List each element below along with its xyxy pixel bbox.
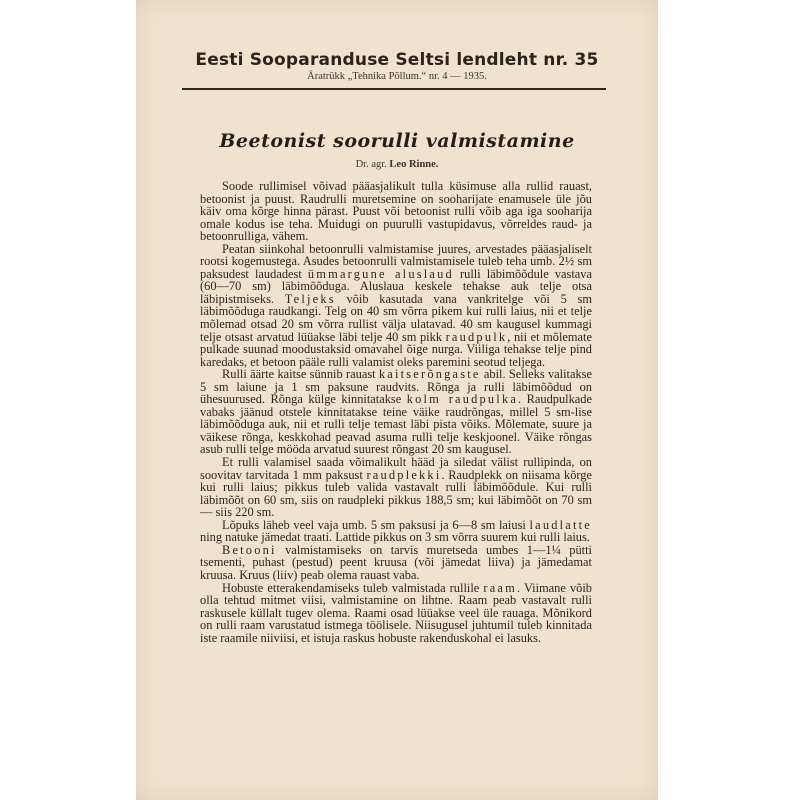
article-paragraph <box>200 243 592 368</box>
document-page <box>136 0 658 800</box>
paragraph-text: Lõpuks läheb veel vaja umb. 5 sm paksusi ja 6—8 sm laiusi <box>222 517 530 532</box>
spaced-emphasis-text: Teljeks <box>284 291 336 306</box>
paragraph-text: Rulli äärte kaitse sünnib rauast <box>222 367 379 382</box>
leaflet-title: Eesti Sooparanduse Seltsi lendleht nr. 35 <box>195 50 599 70</box>
author-prefix: Dr. agr. <box>355 159 387 170</box>
article-paragraph <box>200 519 592 544</box>
paragraph-text: Hobuste etterakendamiseks tuleb valmistada rullile <box>222 580 484 595</box>
header-divider <box>182 88 606 90</box>
spaced-emphasis-text: ümmargune aluslaud <box>307 266 454 281</box>
paragraph-text: , nii et mõlemate pulkade suunad moodustaksid omavahel õige nurga. Viiliga tehakse telje pind karedaks, et betoon pääle rulli valamist oleks paremini seotud teljega. <box>200 329 592 369</box>
article-paragraph <box>200 368 592 456</box>
article-paragraph <box>200 582 592 645</box>
article-paragraph <box>200 544 592 582</box>
spaced-emphasis-text: kaitserõngaste <box>378 367 481 382</box>
paragraph-text: rulli läbimõõdule vastava (60—70 sm) läbimõõduga. Aluslaua keskele tehakse auk telje otsa läbipistmiseks. <box>200 266 592 306</box>
author-name: Leo Rinne. <box>389 159 439 170</box>
paragraph-text: abil. Selleks valitakse 5 sm laiune ja 1 sm paksune raudvits. Rõnga ja rulli läbimõõdud on ühesuurused. Rõnga külge kinnitatakse <box>200 367 592 407</box>
paragraph-text: Soode rullimisel võivad pääasjalikult tulla küsimuse alla rullid rauast, betoonist ja puust. Raudrulli muretsemine on sooharijate enamusele üle jõu käiv oma kõrge hinna pärast. Puust või betoonist rulli võib aga iga sooharija omale kodus ise teha. Muidugi on puurulli vastupidavus, võrreldes raud- ja betoonrulliga, vähem. <box>200 179 592 244</box>
paragraph-text: . Viimane võib olla tehtud mitmet viisi, valmistamine on lihtne. Raam peab vastavalt rulli raskusele küllalt tugev olema. Raami osad lüüakse veel üle rauaga. Mõnikord on rulli raam varustatud istmega töölisele. Niisugusel juhtumil tuleb kinnitada iste raamile niiviisi, et istuja raskus hobuste rakenduskohal ei lasuks. <box>200 580 593 645</box>
paragraph-text: Peatan siinkohal betoonrulli valmistamise juures, arvestades pääasjaliselt rootsi kogemustega. Asudes betoonrulli valmistamisele tuleb teha umb. 2½ sm paksudest laudadest <box>200 241 592 281</box>
paragraph-text: . Raudplekk on niisama kõrge kui rulli laius; pikkus tuleb valida vastavalt rulli läbimõõdule. Kui rulli läbimõõt on 60 sm, siis on raudpleki pikkus 188,5 sm; kui läbimõõt on 70 sm — siis 220 sm. <box>200 467 592 520</box>
paragraph-text: . Raudpulkade vabaks jäänud otstele kinnitatakse teine väike raudrõngas, millel 5 sm-lise läbimõõduga auk, nii et rulli telje temast läbi pista võiks. Mõlemate, suure ja väikese rõnga, keskkohad peavad asuma rulli telje keskjoonel. Väike rõngas asub rulli telge mööda arvatud suurest rõngast 20 sm kaugusel. <box>200 392 593 457</box>
paragraph-text: valmistamiseks on tarvis muretseda umbes 1—1¼ pütti tsementi, puhast (pestud) peent kruusa (või jämedat liiva) ja jämedamat kruusa. Kruus (liiv) peab olema rauast vaba. <box>200 542 592 582</box>
spaced-emphasis-text: kolm raudpulka <box>406 392 519 407</box>
article-title: Beetonist soorulli valmistamine <box>219 130 575 152</box>
article-paragraph <box>200 456 592 519</box>
spaced-emphasis-text: raudplekki <box>366 467 442 482</box>
article-body <box>200 180 592 644</box>
spaced-emphasis-text: laudlatte <box>529 517 592 532</box>
reprint-note: Äratrükk „Tehnika Põllum.“ nr. 4 — 1935. <box>307 71 487 82</box>
paragraph-text: võib kasutada vana vankritelge või 5 sm läbimõõduga raudkangi. Telg on 40 sm võrra pikem kui rulli laius, nii et telje mõlemad otsad 20 sm võrra rullist välja ulatavad. 40 sm kaugusel kummagi telje otsast arvatud lüüakse läbi telje 40 sm pikk <box>200 291 592 344</box>
article-author <box>136 159 658 170</box>
spaced-emphasis-text: raudpulk <box>445 329 508 344</box>
article-paragraph <box>200 180 592 243</box>
paragraph-text: ning natuke jämedat traati. Lattide pikkus on 3 sm võrra suurem kui rulli laius. <box>200 530 590 545</box>
spaced-emphasis-text: Betooni <box>222 542 277 557</box>
spaced-emphasis-text: raam <box>483 580 517 595</box>
paragraph-text: Et rulli valamisel saada võimalikult hääd ja siledat välist rullipinda, on soovitav tarvitada 1 mm paksust <box>200 455 592 482</box>
